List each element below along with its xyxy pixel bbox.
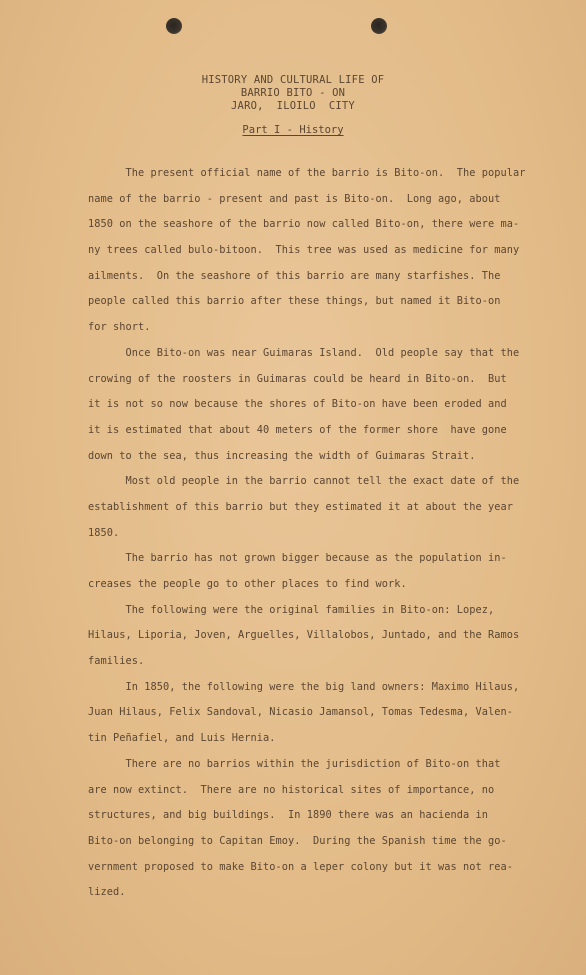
section-heading — [0, 124, 586, 136]
body-text-line: Bito-on belonging to Capitan Emoy. During the Spanish time the go- — [88, 834, 507, 847]
body-text-line: creases the people go to other places to find work. — [88, 578, 407, 590]
body-text-line: establishment of this barrio but they estimated it at about the year — [88, 500, 513, 513]
body-text-line: Once Bito-on was near Guimaras Island. Old people say that the — [88, 346, 520, 359]
body-text-line: down to the sea, thus increasing the width of Guimaras Strait. — [88, 449, 476, 462]
title-line-1: HISTORY AND CULTURAL LIFE OF — [201, 74, 385, 86]
body-text-line: it is estimated that about 40 meters of the former shore have gone — [88, 423, 507, 436]
body-text-line: tin Peñafiel, and Luis Hernia. — [88, 732, 276, 745]
document-body — [88, 161, 534, 906]
body-text-line: The present official name of the barrio is Bito-on. The popular — [88, 167, 526, 179]
body-text-line: it is not so now because the shores of Bito-on have been eroded and — [88, 398, 507, 411]
body-text-line: The following were the original families in Bito-on: Lopez, — [88, 603, 495, 616]
body-text-line: Most old people in the barrio cannot tell the exact date of the — [88, 475, 520, 488]
body-text-line: people called this barrio after these things, but named it Bito-on — [88, 295, 501, 308]
body-text-line: name of the barrio - present and past is Bito-on. Long ago, about — [88, 192, 501, 205]
title-line-2: BARRIO BITO - ON — [240, 87, 346, 99]
punch-hole-left — [166, 18, 182, 34]
body-text-line: There are no barrios within the jurisdiction of Bito-on that — [88, 757, 501, 770]
body-text-line: The barrio has not grown bigger because as the population in- — [88, 552, 507, 565]
body-text-line: crowing of the roosters in Guimaras could be heard in Bito-on. But — [88, 372, 507, 385]
body-text-line: families. — [88, 655, 145, 668]
body-text-line: In 1850, the following were the big land owners: Maximo Hilaus, — [88, 680, 520, 693]
body-text-line: Hilaus, Liporia, Joven, Arguelles, Villalobos, Juntado, and the Ramos — [88, 629, 520, 642]
body-text-line: lized. — [88, 886, 126, 899]
body-text-line: Juan Hilaus, Felix Sandoval, Nicasio Jamansol, Tomas Tedesma, Valen- — [88, 706, 513, 719]
body-text-line: ny trees called bulo-bitoon. This tree was used as medicine for many — [88, 244, 520, 257]
body-text-line: for short. — [88, 321, 151, 334]
body-text-line: are now extinct. There are no historical sites of importance, no — [88, 783, 495, 796]
punch-hole-right — [371, 18, 387, 34]
document-title-block — [0, 74, 586, 113]
body-text-line: structures, and big buildings. In 1890 there was an hacienda in — [88, 809, 488, 822]
part-heading: Part I - History — [242, 124, 344, 136]
body-text-line: 1850 on the seashore of the barrio now called Bito-on, there were ma- — [88, 218, 520, 231]
body-text-line: 1850. — [88, 526, 120, 539]
title-line-3: JARO, ILOILO CITY — [231, 100, 355, 112]
body-text-line: ailments. On the seashore of this barrio are many starfishes. The — [88, 269, 501, 282]
body-text-line: vernment proposed to make Bito-on a leper colony but it was not rea- — [88, 860, 513, 873]
